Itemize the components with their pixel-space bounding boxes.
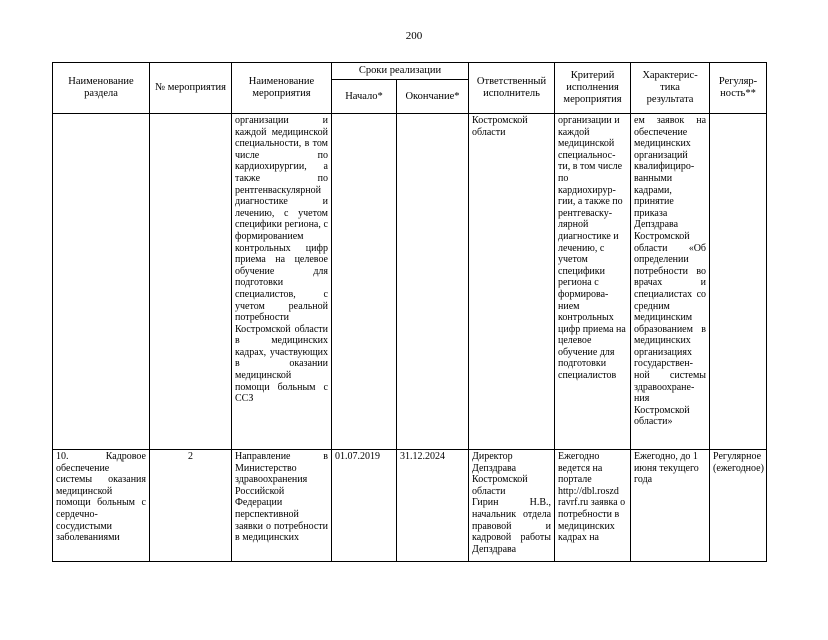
cell-section: 10. Кадровое обеспечение системы оказания медицинской помощи больным с сердечно-сосудистыми заболеваниями	[53, 450, 150, 562]
cell-end	[397, 114, 469, 450]
header-result: Характерис- тика результата	[631, 63, 710, 114]
header-start: Начало*	[332, 80, 397, 114]
header-regularity: Регуляр- ность**	[710, 63, 767, 114]
header-number: № мероприятия	[150, 63, 232, 114]
cell-criterion: организации и каждой медицинской специальнос- ти, в том числе по кардиохирур- гии, а также по рентгеваску- лярной диагностике и лечению, с учетом специфики региона с формирова- нием контрольных цифр приема на целевое обучение для подготовки специалистов	[555, 114, 631, 450]
header-measure: Наименование мероприятия	[232, 63, 332, 114]
header-executor: Ответственный исполнитель	[469, 63, 555, 114]
activities-table	[52, 62, 767, 562]
page-number: 200	[405, 30, 423, 42]
header-terms: Сроки реализации	[332, 63, 469, 80]
cell-start: 01.07.2019	[332, 450, 397, 562]
header-end: Окончание*	[397, 80, 469, 114]
table-row	[53, 114, 767, 450]
table-header	[53, 63, 767, 114]
cell-measure: Направление в Министерство здравоохранения Российской Федерации перспективной заявки о потребности в медицинских	[232, 450, 332, 562]
cell-section	[53, 114, 150, 450]
cell-executor: Костромской области	[469, 114, 555, 450]
table-row	[53, 450, 767, 562]
cell-number	[150, 114, 232, 450]
cell-start	[332, 114, 397, 450]
cell-number: 2	[150, 450, 232, 562]
header-section: Наименование раздела	[53, 63, 150, 114]
cell-result: ем заявок на обеспечение медицинских организаций квалифициро- ванными кадрами, принятие приказа Депздрава Костромской области «Об определении потребности во врачах и специалистах со средним медицинским образованием в медицинских организациях государствен- ной системы здравоохране- ния Костромской области»	[631, 114, 710, 450]
cell-end: 31.12.2024	[397, 450, 469, 562]
cell-regularity: Регулярное (ежегодное)	[710, 450, 767, 562]
cell-regularity	[710, 114, 767, 450]
cell-executor: Директор Депздрава Костромской области Гирин Н.В., начальник отдела правовой и кадровой работы Депздрава	[469, 450, 555, 562]
cell-measure: организации и каждой медицинской специальности, в том числе по кардиохирургии, а также по рентгенваскулярной диагностике и лечению, с учетом специфики региона, с формированием контрольных цифр приема на целевое обучение для подготовки специалистов, с учетом реальной потребности Костромской области в медицинских кадрах, участвующих в оказании медицинской помощи больным с ССЗ	[232, 114, 332, 450]
cell-criterion: Ежегодно ведется на портале http://dbl.roszd ravrf.ru заявка о потребности в медицинских кадрах на	[555, 450, 631, 562]
header-criterion: Критерий исполнения мероприятия	[555, 63, 631, 114]
cell-result: Ежегодно, до 1 июня текущего года	[631, 450, 710, 562]
